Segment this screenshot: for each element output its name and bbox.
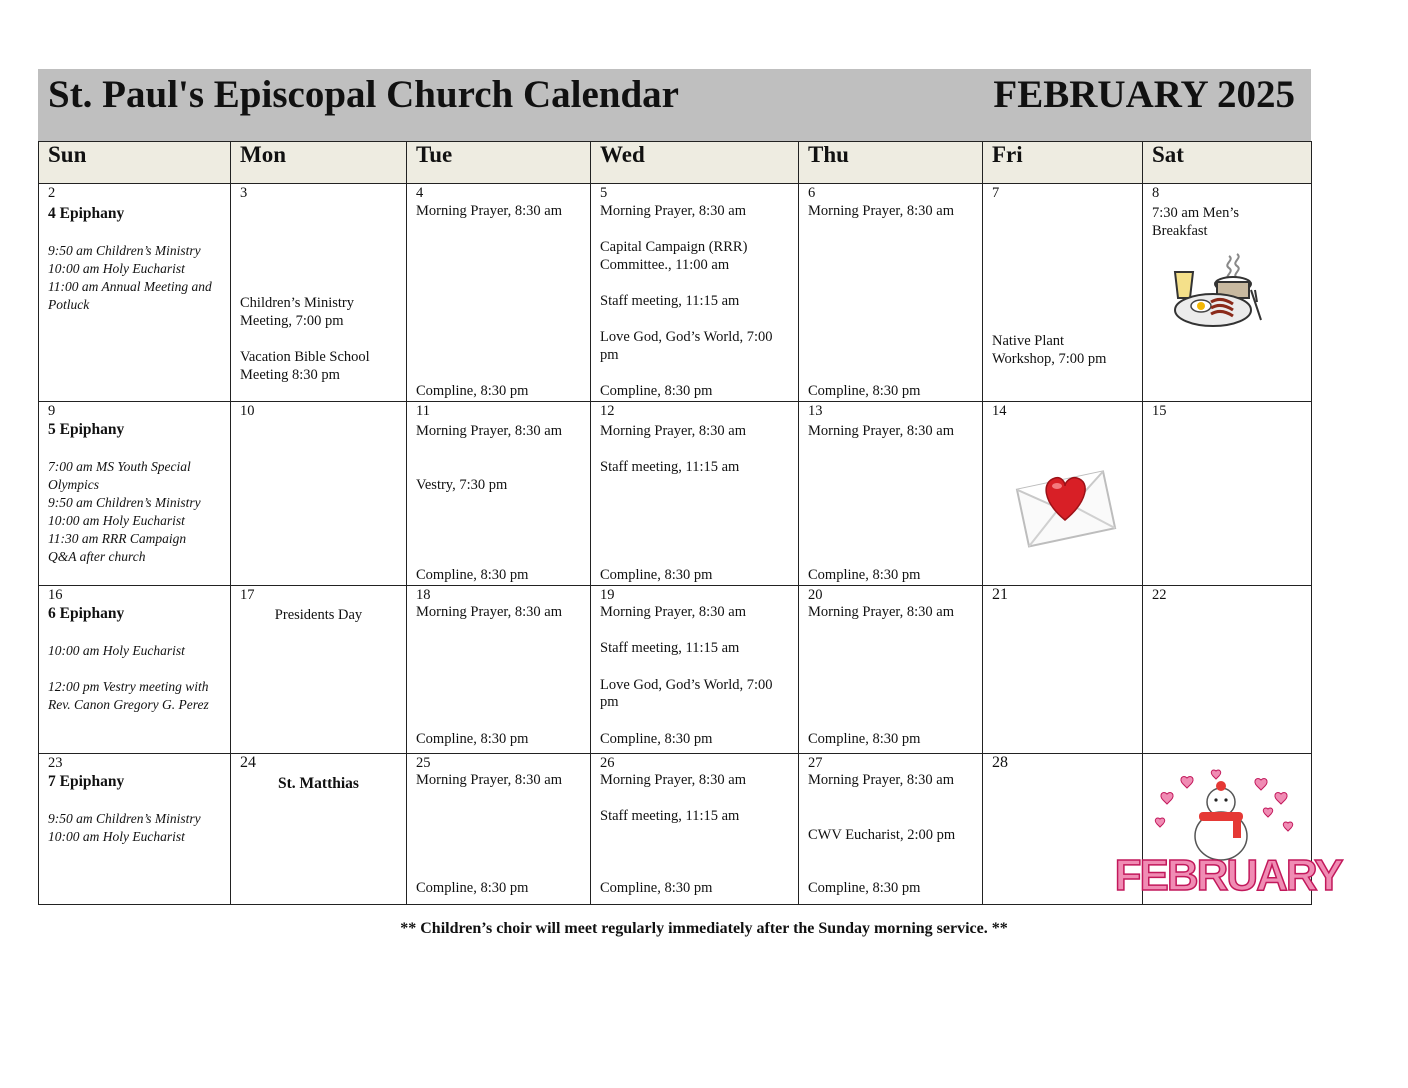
calendar-title: St. Paul's Episcopal Church Calendar bbox=[48, 73, 679, 116]
calendar-grid bbox=[38, 141, 1342, 905]
morning-prayer: Morning Prayer, 8:30 am bbox=[600, 423, 747, 439]
event-line: Meeting, 7:00 pm bbox=[240, 313, 344, 329]
weekday-mon: Mon bbox=[231, 142, 407, 184]
day-number: 23 bbox=[48, 755, 63, 771]
day-cell-mon bbox=[231, 586, 407, 754]
breakfast-plate-icon bbox=[1171, 250, 1263, 334]
calendar-banner bbox=[38, 69, 1311, 141]
day-number: 21 bbox=[992, 586, 1008, 603]
calendar-month: FEBRUARY 2025 bbox=[993, 73, 1295, 116]
day-number: 16 bbox=[48, 587, 63, 603]
event-line: Q&A after church bbox=[48, 549, 146, 564]
day-number: 11 bbox=[416, 403, 430, 419]
compline: Compline, 8:30 pm bbox=[808, 880, 921, 896]
compline: Compline, 8:30 pm bbox=[600, 567, 713, 583]
day-cell-tue bbox=[407, 184, 591, 402]
day-number: 19 bbox=[600, 587, 615, 603]
day-number: 14 bbox=[992, 403, 1007, 419]
compline: Compline, 8:30 pm bbox=[416, 567, 529, 583]
event-line: Olympics bbox=[48, 477, 99, 492]
morning-prayer: Morning Prayer, 8:30 am bbox=[600, 772, 747, 788]
event-line: 10:00 am Holy Eucharist bbox=[48, 261, 185, 276]
day-cell-mon bbox=[231, 754, 407, 905]
footer-note: ** Children’s choir will meet regularly immediately after the Sunday morning service. ** bbox=[400, 920, 1008, 937]
event-line: CWV Eucharist, 2:00 pm bbox=[808, 827, 956, 843]
holiday-label: St. Matthias bbox=[278, 775, 359, 792]
event-line: 11:30 am RRR Campaign bbox=[48, 531, 187, 546]
event-line: Native Plant bbox=[992, 333, 1065, 349]
morning-prayer: Morning Prayer, 8:30 am bbox=[416, 423, 563, 439]
february-art-text: FEBRUARY bbox=[1114, 851, 1342, 900]
day-number: 2 bbox=[48, 185, 56, 201]
day-cell-sat bbox=[1143, 184, 1312, 402]
feast-name: 5 Epiphany bbox=[48, 421, 125, 438]
day-number: 22 bbox=[1152, 587, 1167, 603]
day-number: 6 bbox=[808, 185, 816, 201]
day-number: 24 bbox=[240, 754, 256, 771]
event-line: Capital Campaign (RRR) bbox=[600, 239, 748, 255]
love-letter-icon bbox=[1013, 458, 1117, 550]
day-cell-sat bbox=[1143, 586, 1312, 754]
day-cell-tue bbox=[407, 586, 591, 754]
day-number: 13 bbox=[808, 403, 823, 419]
event-line: pm bbox=[600, 347, 619, 363]
event-line: Meeting 8:30 pm bbox=[240, 367, 340, 383]
morning-prayer: Morning Prayer, 8:30 am bbox=[808, 423, 955, 439]
compline: Compline, 8:30 pm bbox=[600, 383, 713, 399]
event-line: Staff meeting, 11:15 am bbox=[600, 640, 740, 656]
day-number: 8 bbox=[1152, 185, 1160, 201]
weekday-header-row bbox=[39, 142, 1312, 184]
morning-prayer: Morning Prayer, 8:30 am bbox=[808, 203, 955, 219]
week-row bbox=[39, 754, 1312, 905]
day-cell-mon bbox=[231, 402, 407, 586]
day-number: 18 bbox=[416, 587, 431, 603]
day-number: 12 bbox=[600, 403, 615, 419]
day-number: 17 bbox=[240, 587, 255, 603]
feast-name: 4 Epiphany bbox=[48, 205, 125, 222]
event-line: 7:30 am Men’s bbox=[1152, 205, 1239, 221]
day-number: 3 bbox=[240, 185, 248, 201]
event-line: Committee., 11:00 am bbox=[600, 257, 730, 273]
event-line: Staff meeting, 11:15 am bbox=[600, 808, 740, 824]
day-cell-wed bbox=[591, 586, 799, 754]
day-cell-tue bbox=[407, 402, 591, 586]
weekday-wed: Wed bbox=[591, 142, 799, 184]
event-line: 7:00 am MS Youth Special bbox=[48, 459, 191, 474]
event-line: Potluck bbox=[48, 297, 90, 312]
day-cell-thu bbox=[799, 586, 983, 754]
day-cell-sun bbox=[39, 586, 231, 754]
day-cell-sun bbox=[39, 402, 231, 586]
event-line: 11:00 am Annual Meeting and bbox=[48, 279, 212, 294]
weekday-sat: Sat bbox=[1143, 142, 1312, 184]
event-line: 9:50 am Children’s Ministry bbox=[48, 495, 201, 510]
day-cell-wed bbox=[591, 402, 799, 586]
day-cell-fri bbox=[983, 184, 1143, 402]
event-line: pm bbox=[600, 694, 619, 710]
day-cell-sun bbox=[39, 754, 231, 905]
compline: Compline, 8:30 pm bbox=[808, 383, 921, 399]
day-cell-fri bbox=[983, 586, 1143, 754]
event-line: Staff meeting, 11:15 am bbox=[600, 293, 740, 309]
holiday-label: Presidents Day bbox=[274, 607, 363, 623]
morning-prayer: Morning Prayer, 8:30 am bbox=[808, 604, 955, 620]
morning-prayer: Morning Prayer, 8:30 am bbox=[416, 604, 563, 620]
day-number: 9 bbox=[48, 403, 56, 419]
week-row bbox=[39, 586, 1312, 754]
day-cell-thu bbox=[799, 402, 983, 586]
event-line: 9:50 am Children’s Ministry bbox=[48, 243, 201, 258]
day-cell-tue bbox=[407, 754, 591, 905]
compline: Compline, 8:30 pm bbox=[600, 731, 713, 747]
event-line: Vacation Bible School bbox=[240, 349, 370, 365]
morning-prayer: Morning Prayer, 8:30 am bbox=[600, 203, 747, 219]
morning-prayer: Morning Prayer, 8:30 am bbox=[416, 203, 563, 219]
day-cell-thu bbox=[799, 754, 983, 905]
day-cell-sun bbox=[39, 184, 231, 402]
day-number: 25 bbox=[416, 755, 431, 771]
event-line: Breakfast bbox=[1152, 223, 1208, 239]
day-number: 5 bbox=[600, 185, 608, 201]
event-line: 9:50 am Children’s Ministry bbox=[48, 811, 201, 826]
day-number: 26 bbox=[600, 755, 615, 771]
compline: Compline, 8:30 pm bbox=[808, 731, 921, 747]
compline: Compline, 8:30 pm bbox=[416, 731, 529, 747]
day-number: 10 bbox=[240, 403, 255, 419]
weekday-sun: Sun bbox=[39, 142, 231, 184]
compline: Compline, 8:30 pm bbox=[808, 567, 921, 583]
day-number: 4 bbox=[416, 185, 424, 201]
day-cell-wed bbox=[591, 754, 799, 905]
day-number: 15 bbox=[1152, 403, 1167, 419]
day-cell-fri bbox=[983, 402, 1143, 586]
day-number: 20 bbox=[808, 587, 823, 603]
event-line: Staff meeting, 11:15 am bbox=[600, 459, 740, 475]
week-row bbox=[39, 184, 1312, 402]
morning-prayer: Morning Prayer, 8:30 am bbox=[808, 772, 955, 788]
calendar-sheet bbox=[38, 69, 1342, 905]
weekday-thu: Thu bbox=[799, 142, 983, 184]
morning-prayer: Morning Prayer, 8:30 am bbox=[600, 604, 747, 620]
event-line: 10:00 am Holy Eucharist bbox=[48, 513, 185, 528]
morning-prayer: Morning Prayer, 8:30 am bbox=[416, 772, 563, 788]
event-line: Children’s Ministry bbox=[240, 295, 354, 311]
event-line: Love God, God’s World, 7:00 bbox=[600, 329, 773, 345]
event-line: Rev. Canon Gregory G. Perez bbox=[48, 697, 209, 712]
weekday-fri: Fri bbox=[983, 142, 1143, 184]
event-line: 10:00 am Holy Eucharist bbox=[48, 829, 185, 844]
february-snowman-icon bbox=[1114, 772, 1342, 902]
event-line: Vestry, 7:30 pm bbox=[416, 477, 508, 493]
weekday-tue: Tue bbox=[407, 142, 591, 184]
event-line: 12:00 pm Vestry meeting with bbox=[48, 679, 209, 694]
day-number: 27 bbox=[808, 755, 823, 771]
week-row bbox=[39, 402, 1312, 586]
compline: Compline, 8:30 pm bbox=[416, 880, 529, 896]
feast-name: 6 Epiphany bbox=[48, 605, 125, 622]
day-cell-mon bbox=[231, 184, 407, 402]
feast-name: 7 Epiphany bbox=[48, 773, 125, 790]
compline: Compline, 8:30 pm bbox=[416, 383, 529, 399]
compline: Compline, 8:30 pm bbox=[600, 880, 713, 896]
day-cell-sat bbox=[1143, 402, 1312, 586]
event-line: Workshop, 7:00 pm bbox=[992, 351, 1107, 367]
day-cell-thu bbox=[799, 184, 983, 402]
day-number: 7 bbox=[992, 185, 1000, 201]
event-line: Love God, God’s World, 7:00 bbox=[600, 677, 773, 693]
day-cell-wed bbox=[591, 184, 799, 402]
event-line: 10:00 am Holy Eucharist bbox=[48, 643, 185, 658]
day-number: 28 bbox=[992, 754, 1008, 771]
day-cell-sat bbox=[1114, 754, 1342, 905]
